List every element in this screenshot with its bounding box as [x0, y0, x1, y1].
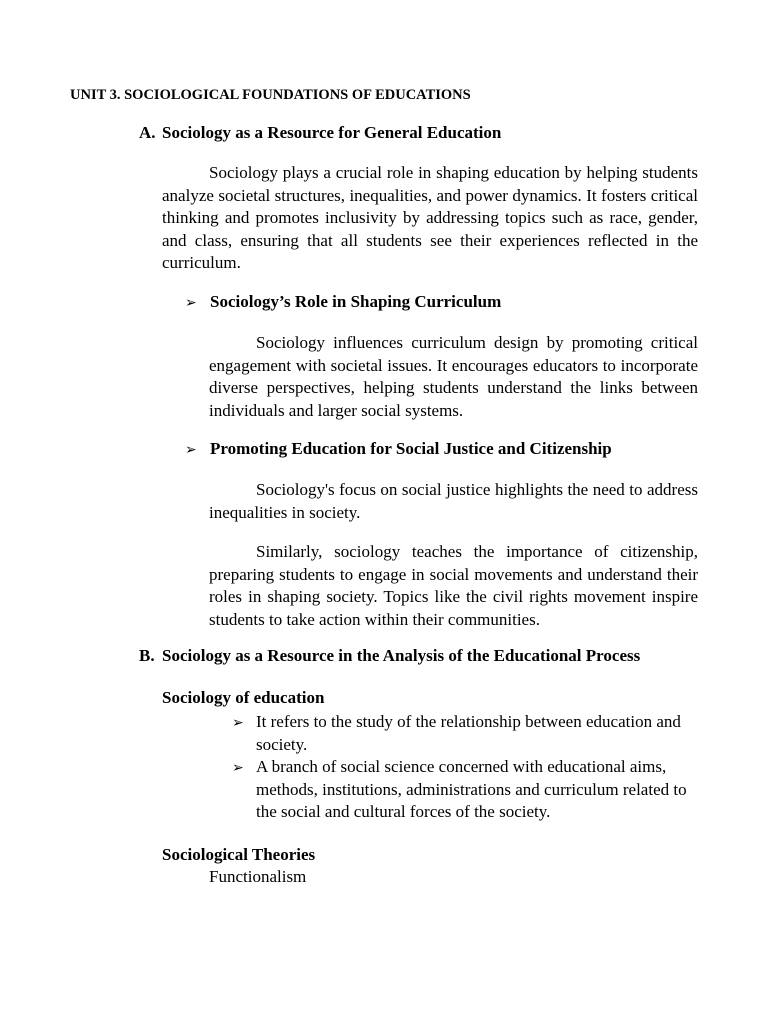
list-item-text: A branch of social science concerned with educational aims, methods, institutions, administrations and curriculum related to the social and cultural forces of the society. — [256, 757, 687, 822]
subsection-justice-title: Promoting Education for Social Justice and Citizenship — [210, 439, 612, 458]
subsection-justice-body-1: Sociology's focus on social justice highlights the need to address inequalities in society. — [209, 480, 698, 522]
section-b-title: Sociology as a Resource in the Analysis of the Educational Process — [162, 646, 641, 665]
sociological-theories-heading: Sociological Theories — [162, 845, 316, 864]
subsection-role-body: Sociology influences curriculum design by promoting critical engagement with societal issues. It encourages educators to incorporate diverse perspectives, helping students understand the links between individuals and larger social systems. — [209, 333, 698, 420]
theory-functionalism: Functionalism — [209, 867, 307, 886]
section-b-heading — [139, 646, 640, 666]
subsection-justice-body-2: Similarly, sociology teaches the importance of citizenship, preparing students to engage in social movements and understand their roles in shaping society. Topics like the civil rights movement inspire students to take action within their communities. — [209, 542, 698, 629]
section-a-letter: A. — [139, 123, 156, 142]
list-item — [232, 756, 698, 824]
section-a-heading — [139, 123, 501, 143]
section-b-letter: B. — [139, 646, 155, 665]
unit-title: UNIT 3. SOCIOLOGICAL FOUNDATIONS OF EDUCATIONS — [70, 87, 471, 103]
list-item — [232, 711, 696, 756]
arrow-bullet-icon: ➢ — [232, 716, 244, 731]
subsection-role-title: Sociology’s Role in Shaping Curriculum — [210, 292, 502, 311]
section-a-title: Sociology as a Resource for General Education — [162, 123, 502, 142]
sociology-of-education-heading: Sociology of education — [162, 688, 325, 707]
arrow-bullet-icon: ➢ — [185, 443, 197, 458]
arrow-bullet-icon: ➢ — [185, 296, 197, 311]
section-a-intro: Sociology plays a crucial role in shaping education by helping students analyze societal structures, inequalities, and power dynamics. It fosters critical thinking and promotes inclusivity by addressing topics such as race, gender, and class, ensuring that all students see their experiences reflected in the curriculum. — [162, 163, 698, 273]
subsection-justice-heading — [185, 439, 612, 459]
subsection-role-heading — [185, 292, 501, 312]
arrow-bullet-icon: ➢ — [232, 761, 244, 776]
list-item-text: It refers to the study of the relationship between education and society. — [256, 712, 681, 754]
